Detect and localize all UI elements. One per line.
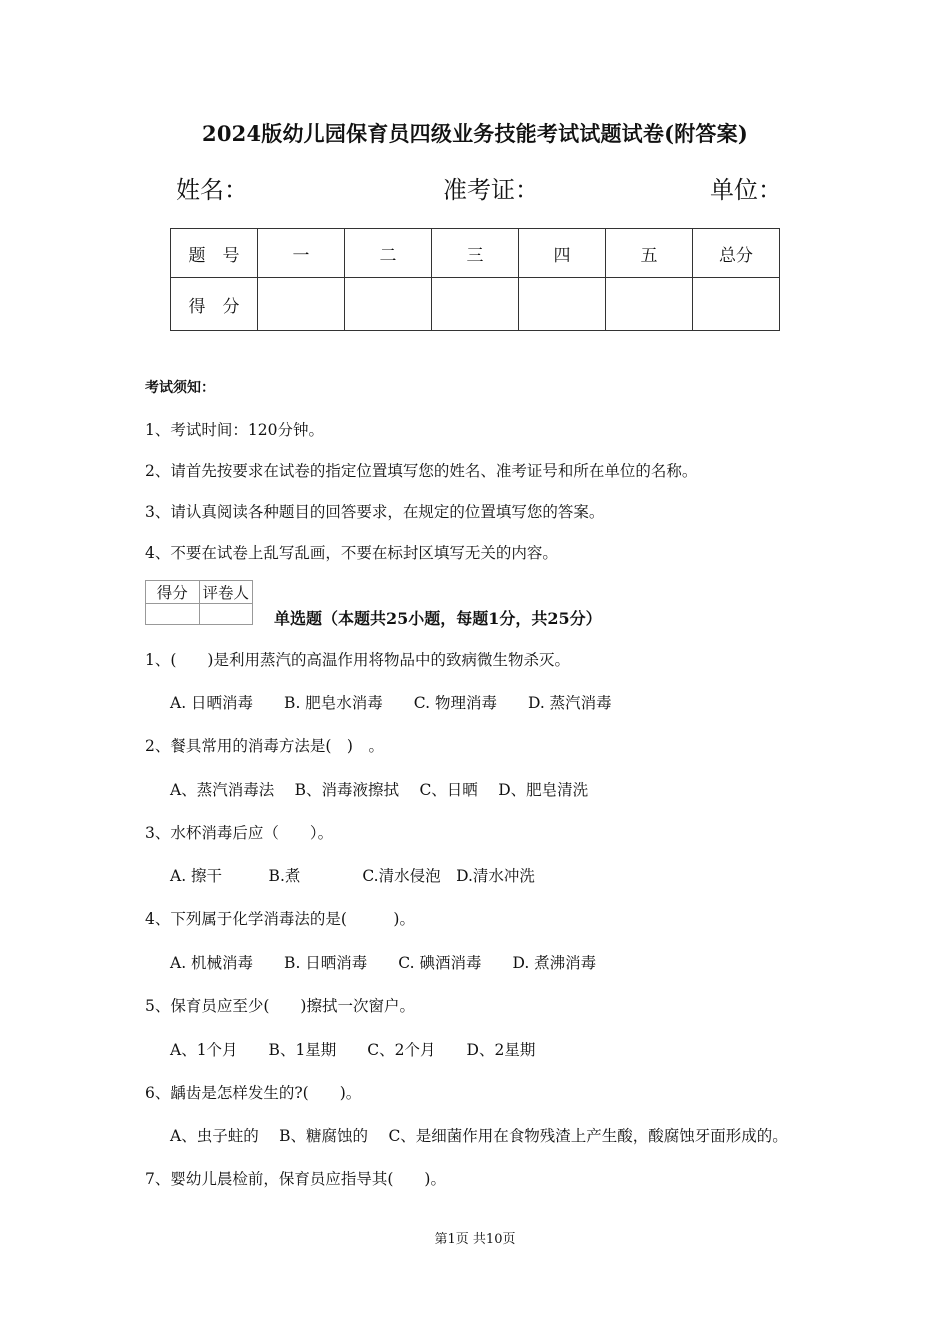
score-header-cell: 四	[519, 229, 606, 278]
question-stem: 1、( )是利用蒸汽的高温作用将物品中的致病微生物杀灭。	[145, 651, 570, 669]
score-header-cell: 题 号	[171, 229, 258, 278]
score-table	[170, 228, 780, 331]
question-options: A、虫子蛀的 B、糖腐蚀的 C、是细菌作用在食物残渣上产生酸，酸腐蚀牙面形成的。	[170, 1127, 788, 1145]
question-stem: 7、婴幼儿晨检前，保育员应指导其( )。	[145, 1170, 446, 1188]
notice-title: 考试须知：	[145, 380, 215, 396]
unit-field-label: 单位：	[710, 176, 782, 204]
score-table-score-row	[171, 278, 780, 331]
grader-name-cell	[199, 604, 253, 625]
score-header-cell: 五	[606, 229, 693, 278]
score-cell	[345, 278, 432, 331]
score-header-cell: 二	[345, 229, 432, 278]
score-header-cell: 三	[432, 229, 519, 278]
section-title: 单选题（本题共25小题，每题1分，共25分）	[274, 609, 602, 628]
question-stem: 4、下列属于化学消毒法的是( )。	[145, 910, 415, 928]
score-header-cell: 一	[258, 229, 345, 278]
grader-box	[145, 580, 253, 625]
question-stem: 6、龋齿是怎样发生的?( )。	[145, 1084, 362, 1102]
question-stem: 2、餐具常用的消毒方法是( ) 。	[145, 737, 384, 755]
notice-item: 2、请首先按要求在试卷的指定位置填写您的姓名、准考证号和所在单位的名称。	[145, 462, 698, 480]
grader-score-label: 得分	[146, 581, 200, 604]
notice-item: 4、不要在试卷上乱写乱画，不要在标封区填写无关的内容。	[145, 544, 558, 562]
score-row-label: 得 分	[171, 278, 258, 331]
page-title: 2024版幼儿园保育员四级业务技能考试试题试卷(附答案)	[202, 121, 748, 146]
score-cell	[606, 278, 693, 331]
page-number: 第1页 共10页	[434, 1232, 516, 1247]
question-options: A、蒸汽消毒法 B、消毒液擦拭 C、日晒 D、肥皂清洗	[170, 781, 589, 799]
grader-name-label: 评卷人	[199, 581, 253, 604]
name-field-label: 姓名：	[176, 176, 248, 204]
notice-item: 3、请认真阅读各种题目的回答要求，在规定的位置填写您的答案。	[145, 503, 605, 521]
question-options: A. 日晒消毒 B. 肥皂水消毒 C. 物理消毒 D. 蒸汽消毒	[170, 694, 612, 712]
score-header-cell: 总分	[693, 229, 780, 278]
question-options: A. 机械消毒 B. 日晒消毒 C. 碘酒消毒 D. 煮沸消毒	[170, 954, 597, 972]
notice-item: 1、考试时间：120分钟。	[145, 421, 324, 439]
score-cell	[432, 278, 519, 331]
question-stem: 3、水杯消毒后应（ ）。	[145, 824, 334, 842]
score-table-header-row	[171, 229, 780, 278]
question-stem: 5、保育员应至少( )擦拭一次窗户。	[145, 997, 415, 1015]
score-cell	[258, 278, 345, 331]
score-cell	[519, 278, 606, 331]
question-options: A、1个月 B、1星期 C、2个月 D、2星期	[170, 1041, 536, 1059]
question-options: A. 擦干 B.煮 C.清水侵泡 D.清水冲洗	[170, 867, 535, 885]
exam-id-field-label: 准考证：	[443, 176, 539, 204]
grader-score-cell	[146, 604, 200, 625]
score-cell	[693, 278, 780, 331]
